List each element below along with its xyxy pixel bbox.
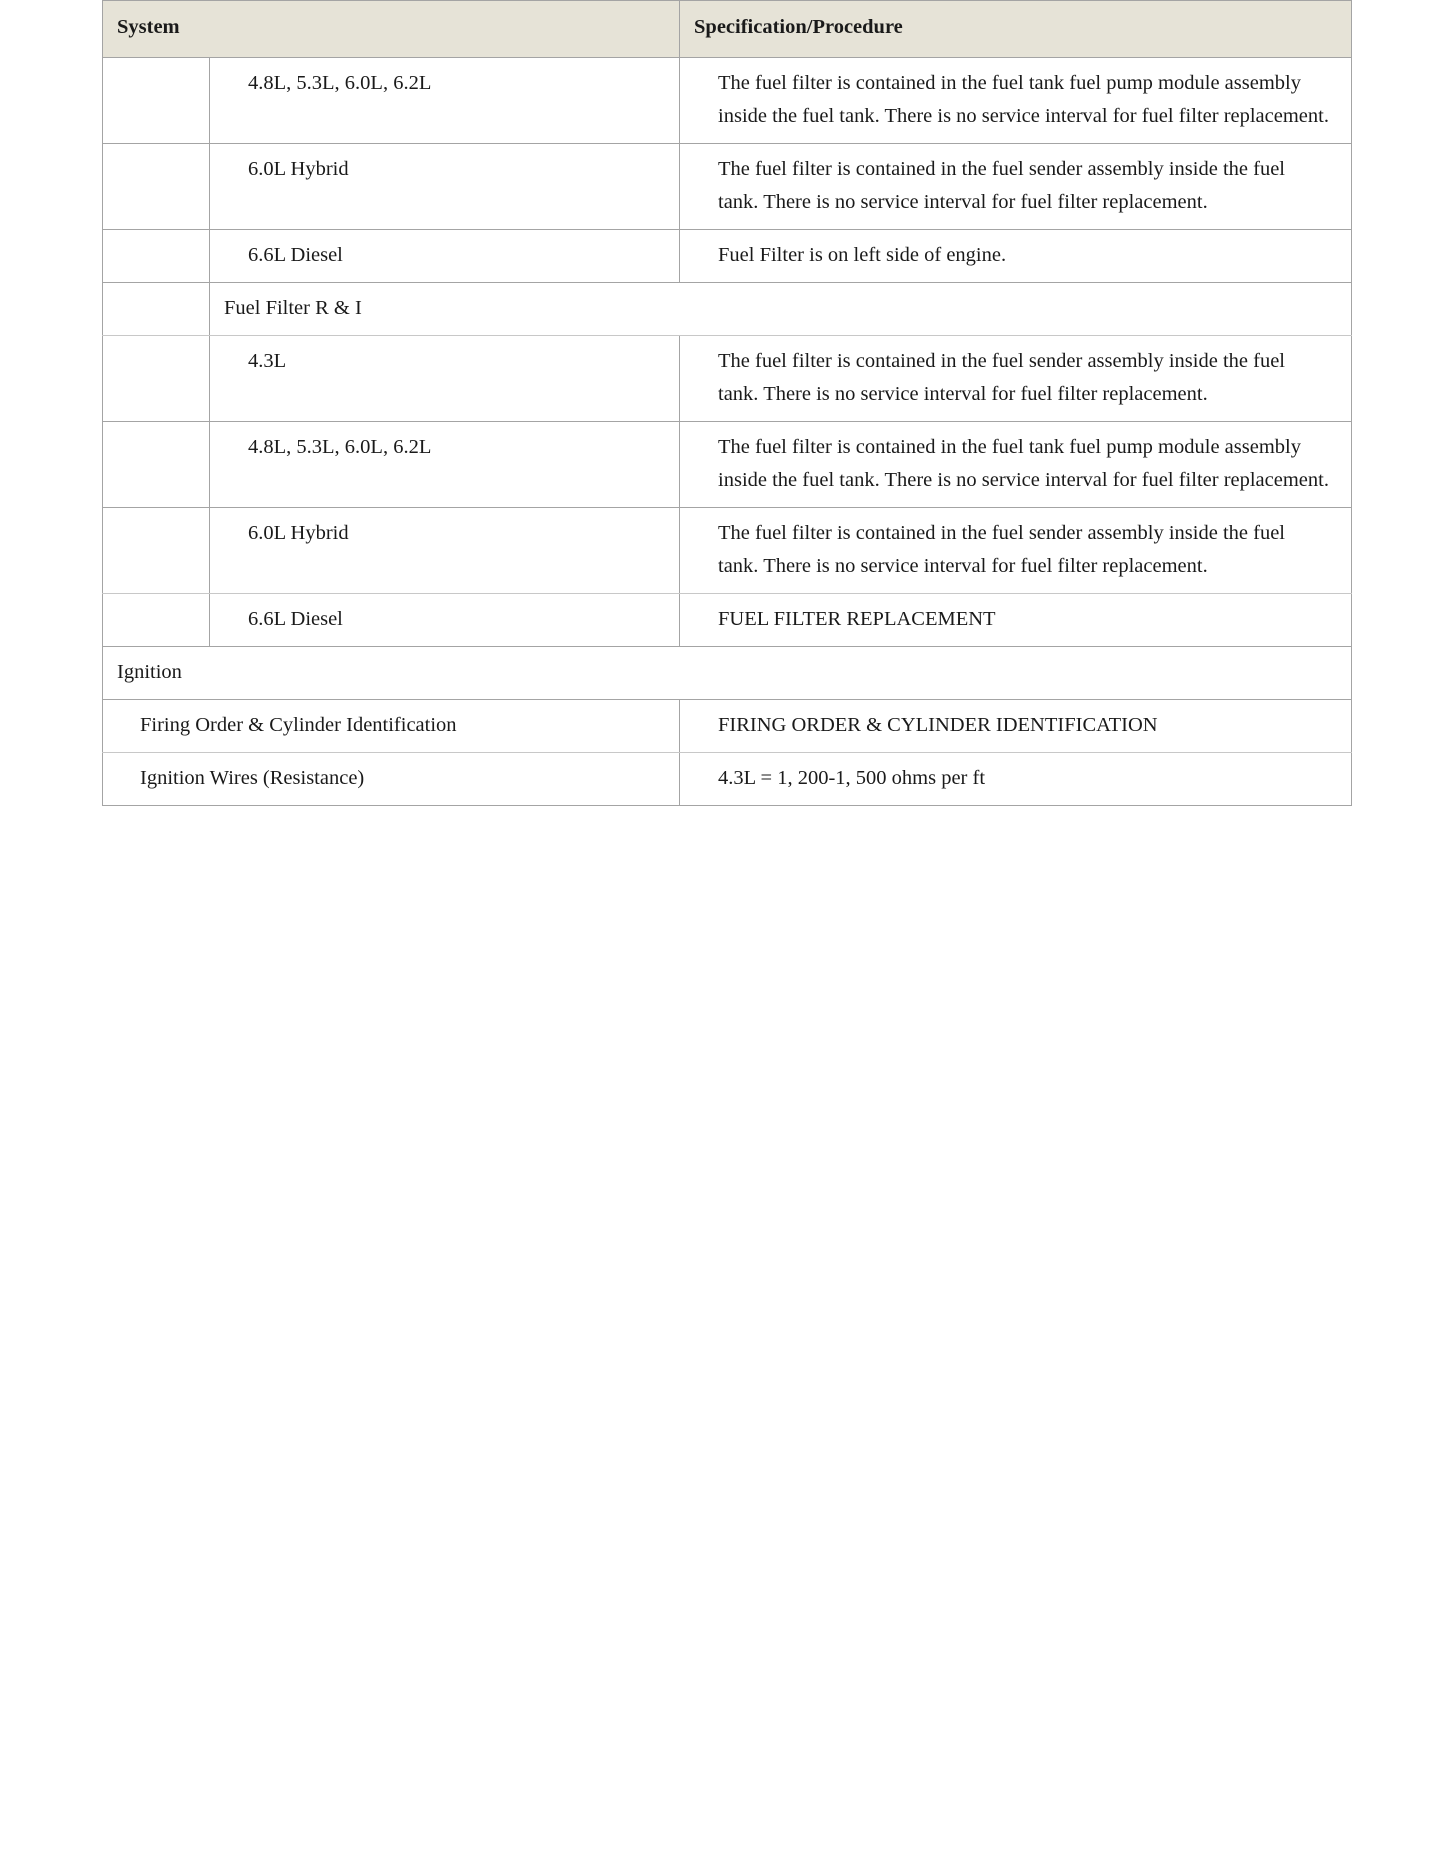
indent-cell <box>103 594 210 647</box>
section-row <box>103 647 1352 700</box>
spec-cell: 4.3L = 1, 200-1, 500 ohms per ft <box>680 753 1352 806</box>
table-row <box>103 336 1352 422</box>
group-row <box>103 283 1352 336</box>
engine-cell: 4.8L, 5.3L, 6.0L, 6.2L <box>210 422 680 508</box>
group-label: Fuel Filter R & I <box>210 283 1352 336</box>
spec-cell: The fuel filter is contained in the fuel tank fuel pump module assembly inside the fuel tank. There is no service interval for fuel filter replacement. <box>680 58 1352 144</box>
table-row <box>103 594 1352 647</box>
engine-cell: 6.6L Diesel <box>210 594 680 647</box>
item-cell: Firing Order & Cylinder Identification <box>103 700 680 753</box>
spec-cell: FUEL FILTER REPLACEMENT <box>680 594 1352 647</box>
spec-cell: The fuel filter is contained in the fuel sender assembly inside the fuel tank. There is no service interval for fuel filter replacement. <box>680 336 1352 422</box>
spec-cell: The fuel filter is contained in the fuel sender assembly inside the fuel tank. There is no service interval for fuel filter replacement. <box>680 508 1352 594</box>
table-row <box>103 422 1352 508</box>
specification-table <box>102 0 1352 806</box>
indent-cell <box>103 58 210 144</box>
table-row <box>103 144 1352 230</box>
indent-cell <box>103 230 210 283</box>
item-cell: Ignition Wires (Resistance) <box>103 753 680 806</box>
header-specification: Specification/Procedure <box>680 1 1352 58</box>
spec-cell: The fuel filter is contained in the fuel sender assembly inside the fuel tank. There is no service interval for fuel filter replacement. <box>680 144 1352 230</box>
indent-cell <box>103 422 210 508</box>
table-row <box>103 58 1352 144</box>
indent-cell <box>103 144 210 230</box>
engine-cell: 6.0L Hybrid <box>210 144 680 230</box>
engine-cell: 4.3L <box>210 336 680 422</box>
table-row <box>103 508 1352 594</box>
header-system: System <box>103 1 680 58</box>
table-header-row <box>103 1 1352 58</box>
engine-cell: 6.0L Hybrid <box>210 508 680 594</box>
spec-cell: The fuel filter is contained in the fuel tank fuel pump module assembly inside the fuel tank. There is no service interval for fuel filter replacement. <box>680 422 1352 508</box>
table-row <box>103 753 1352 806</box>
indent-cell <box>103 508 210 594</box>
spec-cell: Fuel Filter is on left side of engine. <box>680 230 1352 283</box>
table-row <box>103 700 1352 753</box>
engine-cell: 6.6L Diesel <box>210 230 680 283</box>
section-label: Ignition <box>103 647 1352 700</box>
indent-cell <box>103 283 210 336</box>
spec-cell: FIRING ORDER & CYLINDER IDENTIFICATION <box>680 700 1352 753</box>
indent-cell <box>103 336 210 422</box>
table-row <box>103 230 1352 283</box>
engine-cell: 4.8L, 5.3L, 6.0L, 6.2L <box>210 58 680 144</box>
